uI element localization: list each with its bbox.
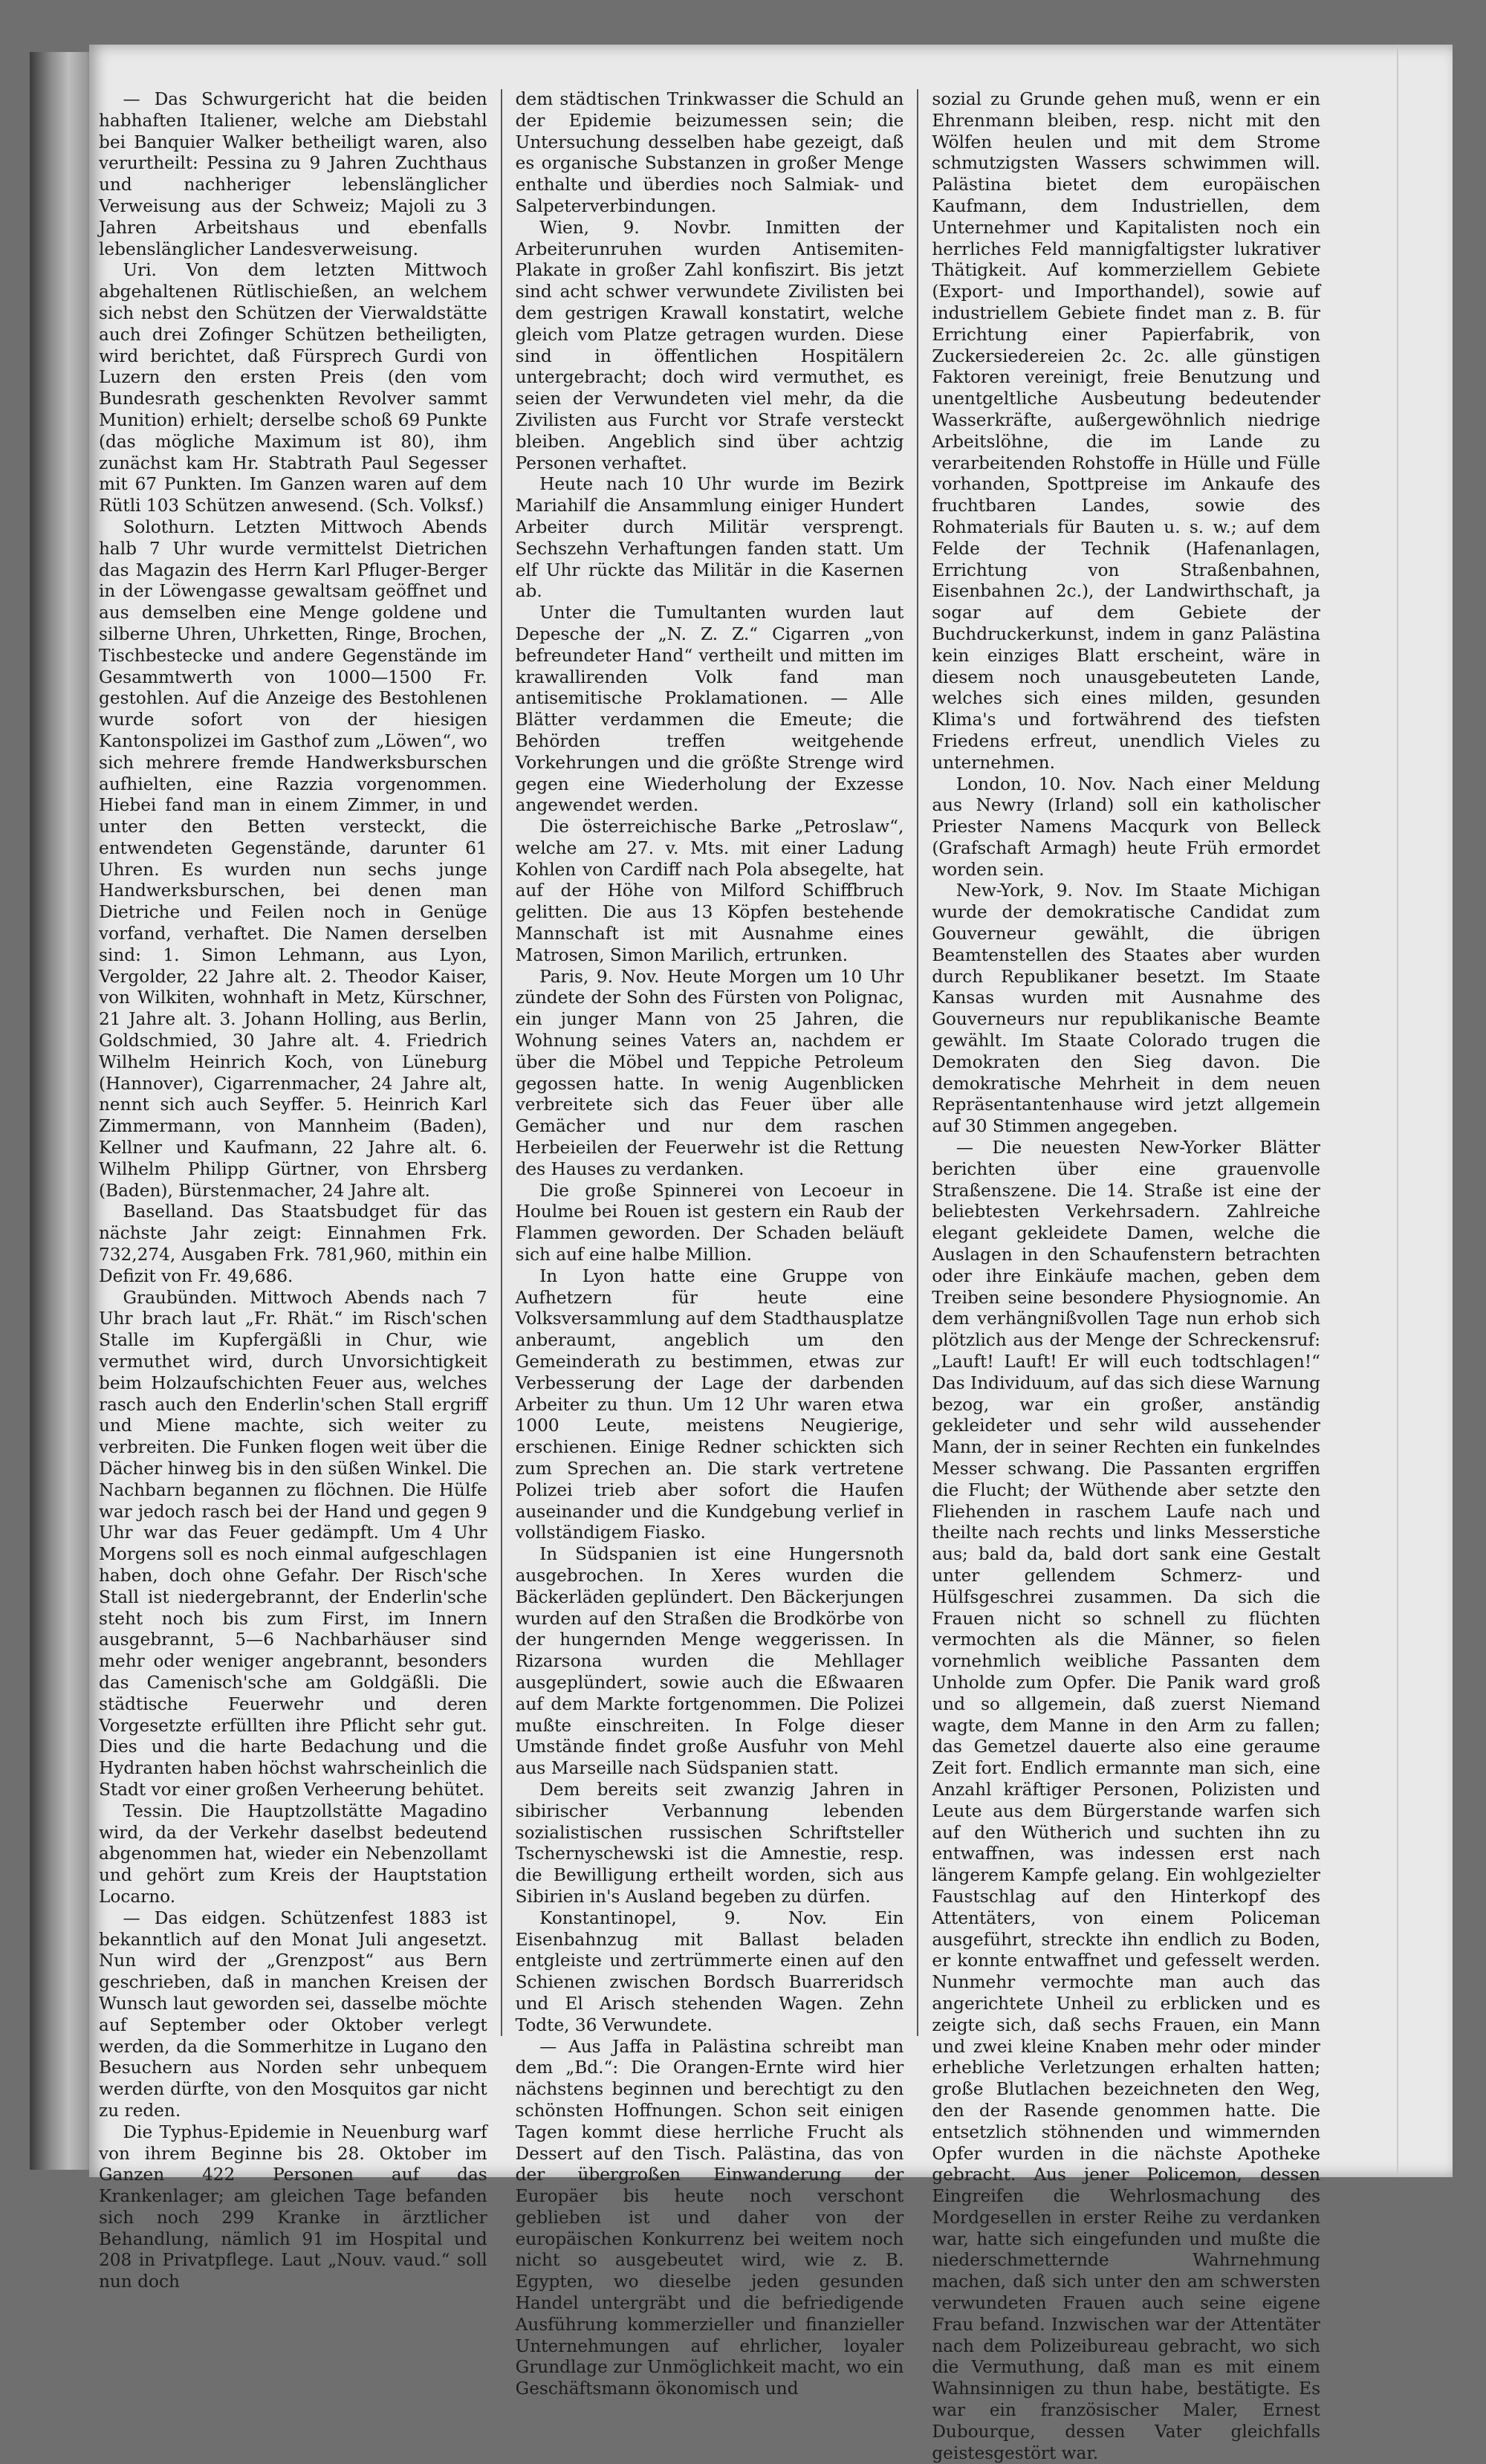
article-wien: Wien, 9. Novbr. Inmitten der Arbeiterunruhen wurden Antisemiten-Plakate in großer Zahl konfiszirt. Bis jetzt sind acht schwer verwundete Zivilisten bei dem gestrigen Krawall konstatirt, welche gleich vom Platze getragen wurden. Diese sind in öffentlichen Hospitälern untergebracht; doch wird vermuthet, es seien der Verwundeten viel mehr, da die Zivilisten aus Furcht vor Strafe versteckt bleiben. Angeblich sind über achtzig Personen verhaftet.: [515, 217, 904, 473]
article-konstantinopel: Konstantinopel, 9. Nov. Ein Eisenbahnzug mit Ballast beladen entgleiste und zertrümmerte einen auf den Schienen zwischen Bordsch Buarreridsch und El Arisch stehenden Wagen. Zehn Todte, 36 Verwundete.: [515, 1907, 904, 2035]
column-1: [85, 89, 501, 2292]
article-jaffa-continued: sozial zu Grunde gehen muß, wenn er ein Ehrenmann bleiben, resp. nicht mit den Wölfen heulen und mit dem Strome schmutzigsten Wassers schwimmen will. Palästina bietet dem europäischen Kaufmann, dem Industriellen, dem Unternehmer und Kapitalisten noch ein herrliches Feld mannigfaltigster lukrativer Thätigkeit. Auf kommerziellem Gebiete (Export- und Importhandel), sowie auf industriellem Gebiete findet man z. B. für Errichtung einer Papierfabrik, von Zuckersiedereien 2c. 2c. alle günstigen Faktoren vereinigt, freie Benutzung und unentgeltliche Ausbeutung bedeutender Wasserkräfte, außergewöhnlich niedrige Arbeitslöhne, die im Lande zu verarbeitenden Rohstoffe in Hülle und Fülle vorhanden, Spottpreise im Ankaufe des fruchtbaren Landes, sowie des Rohmaterials für Bauten u. s. w.; auf dem Felde der Technik (Hafenanlagen, Errichtung von Straßenbahnen, Eisenbahnen 2c.), der Landwirthschaft, ja sogar auf dem Gebiete der Buchdruckerkunst, indem in ganz Palästina kein einziges Blatt erscheint, wäre in diesem noch unausgebeuteten Lande, welches sich eines milden, gesunden Klima's und fortwährend des tiefsten Friedens erfreut, unendlich Vieles zu unternehmen.: [932, 89, 1321, 773]
article-london: London, 10. Nov. Nach einer Meldung aus Newry (Irland) soll ein katholischer Priester Namens Macqurk von Belleck (Grafschaft Armagh) heute Früh ermordet worden sein.: [932, 774, 1321, 880]
article-uri: Uri. Von dem letzten Mittwoch abgehaltenen Rütlischießen, an welchem sich nebst den Schützen der Vierwaldstätte auch drei Zofinger Schützen betheiligten, wird berichtet, daß Fürsprech Gurdi von Luzern den ersten Preis (den vom Bundesrath geschenkten Revolver sammt Munition) erhielt; derselbe schoß 69 Punkte (das mögliche Maximum ist 80), ihm zunächst kam Hr. Stabtrath Paul Segesser mit 67 Punkten. Im Ganzen waren auf dem Rütli 103 Schützen anwesend. (Sch. Volksf.): [99, 260, 487, 516]
article-lyon: In Lyon hatte eine Gruppe von Aufhetzern für heute eine Volksversammlung auf dem Stadthausplatze anberaumt, angeblich um den Gemeinderath zu bestimmen, etwas zur Verbesserung der Lage der darbenden Arbeiter zu thun. Um 12 Uhr waren etwa 1000 Leute, meistens Neugierige, erschienen. Einige Redner schickten sich zum Sprechen an. Die stark vertretene Polizei trieb aber sofort die Haufen auseinander und die Kundgebung verlief in vollständigem Fiasko.: [515, 1265, 904, 1543]
page-fold-line: [1397, 45, 1398, 2177]
article-paris: Paris, 9. Nov. Heute Morgen um 10 Uhr zündete der Sohn des Fürsten von Polignac, ein junger Mann von 25 Jahren, die Wohnung seines Vaters an, nachdem er über die Möbel und Teppiche Petroleum gegossen hatte. In wenig Augenblicken verbreitete sich das Feuer über alle Gemächer und nur dem raschen Herbeieilen der Feuerwehr ist die Rettung des Hauses zu verdanken.: [515, 966, 904, 1179]
article-rouen: Die große Spinnerei von Lecoeur in Houlme bei Rouen ist gestern ein Raub der Flammen geworden. Der Schaden beläuft sich auf eine halbe Million.: [515, 1180, 904, 1265]
article-tessin: Tessin. Die Hauptzollstätte Magadino wird, da der Verkehr daselbst bedeutend abgenommen hat, wieder ein Nebenzollamt und gehört zum Kreis der Hauptstation Locarno.: [99, 1800, 487, 1907]
article-solothurn: Solothurn. Letzten Mittwoch Abends halb 7 Uhr wurde vermittelst Dietrichen das Magazin des Herrn Karl Pfluger-Berger in der Löwengasse gewaltsam geöffnet und aus demselben eine Menge goldene und silberne Uhren, Uhrketten, Ringe, Brochen, Tischbestecke und andere Gegenstände im Gesammtwerth von 1000—1500 Fr. gestohlen. Auf die Anzeige des Bestohlenen wurde sofort von der hiesigen Kantonspolizei im Gasthof zum „Löwen“, wo sich mehrere fremde Handwerksburschen aufhielten, eine Razzia vorgenommen. Hiebei fand man in einem Zimmer, in und unter den Betten versteckt, die entwendeten Gegenstände, darunter 61 Uhren. Es wurden nun sechs junge Handwerksburschen, bei denen man Dietriche und Feilen noch in Genüge vorfand, verhaftet. Die Namen derselben sind: 1. Simon Lehmann, aus Lyon, Vergolder, 22 Jahre alt. 2. Theodor Kaiser, von Wilkiten, wohnhaft in Metz, Kürschner, 21 Jahre alt. 3. Johann Holling, aus Berlin, Goldschmied, 30 Jahre alt. 4. Friedrich Wilhelm Heinrich Koch, von Lüneburg (Hannover), Cigarrenmacher, 24 Jahre alt, nennt sich auch Seyffer. 5. Heinrich Karl Zimmermann, von Mannheim (Baden), Kellner und Kaufmann, 22 Jahre alt. 6. Wilhelm Philipp Gürtner, von Ehrsberg (Baden), Bürstenmacher, 24 Jahre alt.: [99, 516, 487, 1201]
article-tschernyschewski: Dem bereits seit zwanzig Jahren in sibirischer Verbannung lebenden sozialistischen russischen Schriftsteller Tschernyschewski ist die Amnestie, resp. die Bewilligung ertheilt worden, sich aus Sibirien in's Ausland begeben zu dürfen.: [515, 1779, 904, 1907]
article-baselland: Baselland. Das Staatsbudget für das nächste Jahr zeigt: Einnahmen Frk. 732,274, Ausgaben Frk. 781,960, mithin ein Defizit von Fr. 49,686.: [99, 1202, 487, 1286]
article-new-york: New-York, 9. Nov. Im Staate Michigan wurde der demokratische Candidat zum Gouverneur gewählt, die übrigen Beamtenstellen des Staates aber wurden durch Republikaner besetzt. Im Staate Kansas wurden mit Ausnahme des Gouverneurs nur republikanische Beamte gewählt. Im Staate Colorado trugen die Demokraten den Sieg davon. Die demokratische Mehrheit in dem neuen Repräsentantenhause wird jetzt allgemein auf 30 Stimmen angegeben.: [932, 881, 1321, 1137]
column-2: [501, 89, 918, 2399]
article-barke-petroslaw: Die österreichische Barke „Petroslaw“, welche am 27. v. Mts. mit einer Ladung Kohlen von Cardiff nach Pola absegelte, hat auf der Höhe von Milford Schiffbruch gelitten. Die aus 13 Köpfen bestehende Mannschaft ist mit Ausnahme eines Matrosen, Simon Marilich, ertrunken.: [515, 817, 904, 965]
article-schwurgericht: — Das Schwurgericht hat die beiden habhaften Italiener, welche am Diebstahl bei Banquier Walker betheiligt waren, also verurtheilt: Pessina zu 9 Jahren Zuchthaus und nachheriger lebenslänglicher Verweisung aus der Schweiz; Majoli zu 3 Jahren Arbeitshaus und ebenfalls lebenslänglicher Landesverweisung.: [99, 89, 487, 259]
article-graubuenden: Graubünden. Mittwoch Abends nach 7 Uhr brach laut „Fr. Rhät.“ im Risch'schen Stalle im Kupfergäßli in Chur, wie vermuthet wird, durch Unvorsichtigkeit beim Holzaufschichten Feuer aus, welches rasch auch den Enderlin'schen Stall ergriff und Miene machte, sich weiter zu verbreiten. Die Funken flogen weit über die Dächer hinweg bis in den süßen Winkel. Die Nachbarn begannen zu flöchnen. Die Hülfe war jedoch rasch bei der Hand und gegen 9 Uhr war das Feuer gedämpft. Um 4 Uhr Morgens soll es noch einmal aufgeschlagen haben, doch ohne Gefahr. Der Risch'sche Stall ist niedergebrannt, der Enderlin'sche steht noch bis zum First, im Innern ausgebrannt, 5—6 Nachbarhäuser sind mehr oder weniger angebrannt, besonders das Camenisch'sche am Goldgäßli. Die städtische Feuerwehr und deren Vorgesetzte erfüllten ihre Pflicht sehr gut. Dies und die harte Bedachung und die Hydranten haben höchst wahrscheinlich die Stadt vor einer großen Verheerung behütet.: [99, 1287, 487, 1800]
article-wien-mariahilf: Heute nach 10 Uhr wurde im Bezirk Mariahilf die Ansammlung einiger Hundert Arbeiter durch Militär versprengt. Sechszehn Verhaftungen fanden statt. Um elf Uhr rückte das Militär in die Kasernen ab.: [515, 474, 904, 602]
article-suedspanien: In Südspanien ist eine Hungersnoth ausgebrochen. In Xeres wurden die Bäckerläden geplündert. Den Bäckerjungen wurden auf den Straßen die Brodkörbe von der hungernden Menge weggerissen. In Rizarsona wurden die Mehllager ausgeplündert, sowie auch die Eßwaaren auf dem Markte fortgenommen. Die Polizei mußte einschreiten. In Folge dieser Umstände findet große Ausfuhr von Mehl aus Marseille nach Südspanien statt.: [515, 1544, 904, 1779]
article-schuetzenfest: — Das eidgen. Schützenfest 1883 ist bekanntlich auf den Monat Juli angesetzt. Nun wird der „Grenzpost“ aus Bern geschrieben, daß in manchen Kreisen der Wunsch laut geworden sei, dasselbe möchte auf September oder Oktober verlegt werden, da die Sommerhitze in Lugano den Besuchern aus Norden sehr unbequem werden dürfte, von den Mosquitos gar nicht zu reden.: [99, 1907, 487, 2121]
article-jaffa: — Aus Jaffa in Palästina schreibt man dem „Bd.“: Die Orangen-Ernte wird hier nächstens beginnen und berechtigt zu den schönsten Hoffnungen. Schon seit einigen Tagen kommt diese herrliche Frucht als Dessert auf den Tisch. Palästina, das von der übergroßen Einwanderung der Europäer bis heute noch verschont geblieben ist und daher von der europäischen Konkurrenz bei weitem noch nicht so ausgebeutet wird, wie z. B. Egypten, wo dieselbe jeden gesunden Handel untergräbt und die befriedigende Ausführung kommerzieller und finanzieller Unternehmungen auf ehrlicher, loyaler Grundlage zur Unmöglichkeit macht, wo ein Geschäftsmann ökonomisch und: [515, 2036, 904, 2399]
article-typhus: Die Typhus-Epidemie in Neuenburg warf von ihrem Beginne bis 28. Oktober im Ganzen 422 Personen auf das Krankenlager; am gleichen Tage befanden sich noch 299 Kranke in ärztlicher Behandlung, nämlich 91 im Hospital und 208 in Privatpflege. Laut „Nouv. vaud.“ soll nun doch: [99, 2121, 487, 2292]
article-wien-tumultanten: Unter die Tumultanten wurden laut Depesche der „N. Z. Z.“ Cigarren „von befreundeter Hand“ vertheilt und mitten im krawallirenden Volk fand man antisemitische Proklamationen. — Alle Blätter verdammen die Emeute; die Behörden treffen weitgehende Vorkehrungen und die größte Strenge wird gegen eine Wiederholung der Exzesse angewendet werden.: [515, 603, 904, 816]
column-3: [917, 89, 1334, 2463]
article-strassenszene: — Die neuesten New-Yorker Blätter berichten über eine grauenvolle Straßenszene. Die 14. Straße ist eine der beliebtesten Verkehrsadern. Zahlreiche elegant gekleidete Damen, welche die Auslagen in den Schaufenstern betrachten oder ihre Einkäufe machen, geben dem Treiben seine besondere Physiognomie. An dem verhängnißvollen Tage nun erhob sich plötzlich aus der Menge der Schreckensruf: „Lauft! Lauft! Er will euch todtschlagen!“ Das Individuum, auf das sich diese Warnung bezog, war ein großer, anständig gekleideter und sehr wild aussehender Mann, der in seiner Rechten ein funkelndes Messer schwang. Die Passanten ergriffen die Flucht; der Wüthende aber setzte den Fliehenden in raschem Laufe nach und theilte nach rechts und links Messerstiche aus; bald da, bald dort sank eine Gestalt unter gellendem Schmerz- und Hülfsgeschrei zusammen. Da sich die Frauen nicht so schnell zu flüchten vermochten als die Männer, so fielen vornehmlich weibliche Passanten dem Unholde zum Opfer. Die Panik ward groß und so allgemein, daß zuerst Niemand wagte, dem Manne in den Arm zu fallen; das Gemetzel dauerte also eine geraume Zeit fort. Endlich ermannte man sich, eine Anzahl kräftiger Personen, Polizisten und Leute aus dem Bürgerstande warfen sich auf den Wütherich und suchten ihn zu entwaffnen, was indessen erst nach längerem Kampfe gelang. Ein wohlgezielter Faustschlag auf den Hinterkopf des Attentäters, von einem Policeman ausgeführt, streckte ihn endlich zu Boden, er konnte entwaffnet und gefesselt werden. Nunmehr vermochte man auch das angerichtete Unheil zu erblicken und es zeigte sich, daß sechs Frauen, ein Mann und zwei kleine Knaben mehr oder minder erhebliche Verletzungen erhalten hatten; große Blutlachen bezeichneten den Weg, den der Rasende genommen hatte. Die entsetzlich stöhnenden und wimmernden Opfer wurden in die nächste Apotheke gebracht. Aus jener Policemon, dessen Eingreifen die Wehrlosmachung des Mordgesellen in erster Reihe zu verdanken war, hatte sich eingefunden und mußte die niederschmetternde Wahrnehmung machen, daß sich unter den am schwersten verwundeten Frauen auch seine eigene Frau befand. Inzwischen war der Attentäter nach dem Polizeibureau gebracht, wo sich die Vermuthung, daß man es mit einem Wahnsinnigen zu thun habe, bestätigte. Es war ein französischer Maler, Ernest Dubourque, dessen Vater gleichfalls geistesgestört war.: [932, 1138, 1321, 2463]
text-columns: [85, 89, 1334, 2463]
article-typhus-continued: dem städtischen Trinkwasser die Schuld an der Epidemie beizumessen sein; die Untersuchung desselben habe gezeigt, daß es organische Substanzen in großer Menge enthalte und überdies noch Salmiak- und Salpeterverbindungen.: [515, 89, 904, 216]
